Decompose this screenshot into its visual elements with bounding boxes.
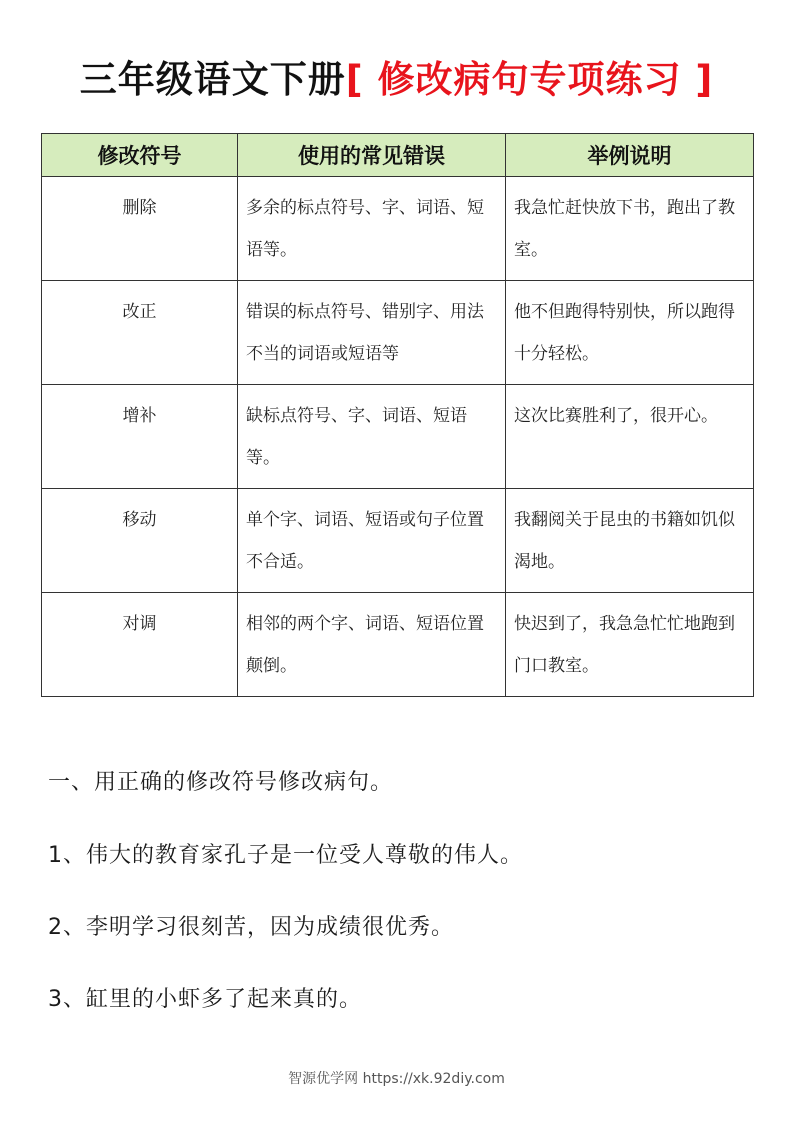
row-example: 他不但跑得特别快，所以跑得十分轻松。 xyxy=(506,281,754,385)
row-example: 我急忙赶快放下书，跑出了教室。 xyxy=(506,177,754,281)
row-example: 快迟到了，我急急忙忙地跑到门口教室。 xyxy=(506,593,754,697)
revision-symbol-table xyxy=(41,133,754,697)
row-symbol: 改正 xyxy=(42,281,238,385)
row-error: 错误的标点符号、错别字、用法不当的词语或短语等 xyxy=(238,281,506,385)
row-symbol: 移动 xyxy=(42,489,238,593)
table-header-error: 使用的常见错误 xyxy=(238,134,506,177)
page-title-main: 三年级语文下册 xyxy=(79,58,346,101)
row-error: 相邻的两个字、词语、短语位置颠倒。 xyxy=(238,593,506,697)
row-example: 这次比赛胜利了，很开心。 xyxy=(506,385,754,489)
row-error: 单个字、词语、短语或句子位置不合适。 xyxy=(238,489,506,593)
row-symbol: 增补 xyxy=(42,385,238,489)
table-row xyxy=(42,385,754,489)
exercise-item-2: 2、李明学习很刻苦，因为成绩很优秀。 xyxy=(48,915,454,940)
row-error: 缺标点符号、字、词语、短语等。 xyxy=(238,385,506,489)
table-row xyxy=(42,281,754,385)
row-error: 多余的标点符号、字、词语、短语等。 xyxy=(238,177,506,281)
row-example: 我翻阅关于昆虫的书籍如饥似渴地。 xyxy=(506,489,754,593)
exercise-item-1: 1、伟大的教育家孔子是一位受人尊敬的伟人。 xyxy=(48,843,523,868)
table-row xyxy=(42,177,754,281)
table-header-symbol: 修改符号 xyxy=(42,134,238,177)
table-header-row xyxy=(42,134,754,177)
table-row xyxy=(42,593,754,697)
row-symbol: 对调 xyxy=(42,593,238,697)
exercise-item-3: 3、缸里的小虾多了起来真的。 xyxy=(48,987,362,1012)
table-row xyxy=(42,489,754,593)
table-header-example: 举例说明 xyxy=(506,134,754,177)
page-title xyxy=(0,52,793,108)
page-title-sub: [ 修改病句专项练习 ] xyxy=(345,58,714,101)
exercise-heading: 一、用正确的修改符号修改病句。 xyxy=(48,770,394,795)
row-symbol: 删除 xyxy=(42,177,238,281)
footer-watermark: 智源优学网 https://xk.92diy.com xyxy=(288,1071,505,1087)
